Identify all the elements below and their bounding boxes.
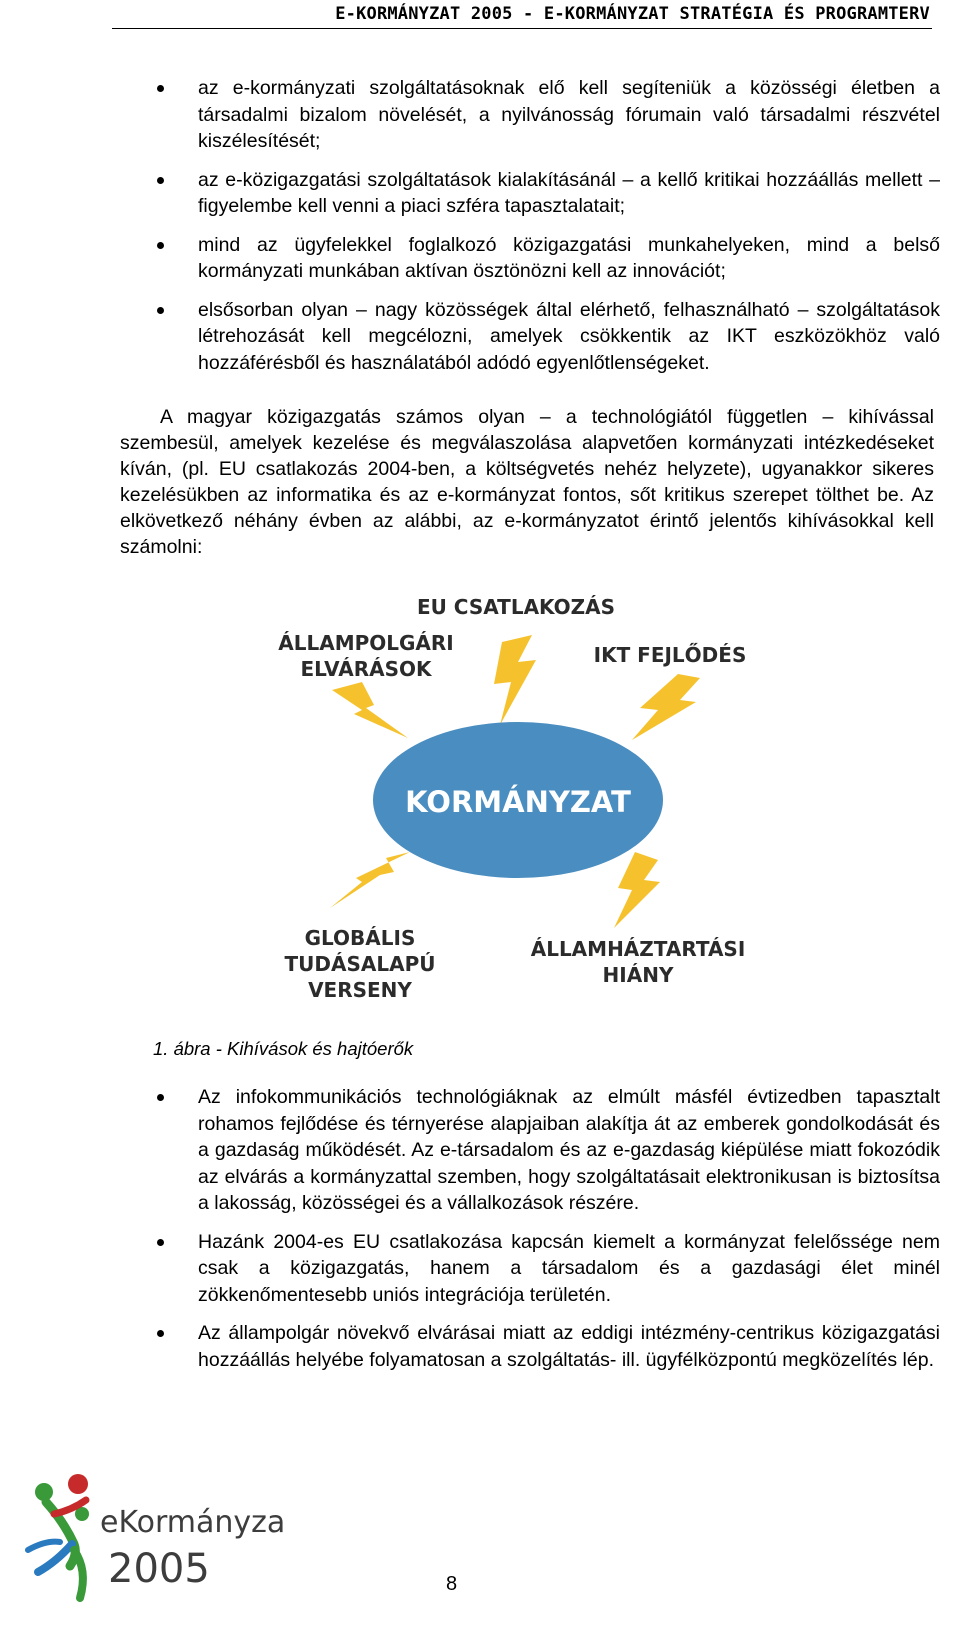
citizen-expectations-label-1: ÁLLAMPOLGÁRI: [278, 631, 454, 655]
global-competition-label-1: GLOBÁLIS: [304, 926, 416, 950]
challenges-diagram: [270, 590, 770, 1010]
ict-development-label: IKT FEJLŐDÉS: [593, 643, 747, 667]
bolt-ikt-icon: [632, 674, 700, 740]
logo-title: eKormányzat: [100, 1505, 286, 1540]
bolt-citizen-icon: [332, 682, 408, 738]
bolt-eu-icon: [494, 635, 536, 725]
logo-year: 2005: [108, 1546, 210, 1592]
page-number: 8: [446, 1573, 458, 1595]
ekormanyzat-logo: [16, 1470, 286, 1620]
list-item: elsősorban olyan – nagy közösségek által elérhető, felhasználható – szolgáltatások létrehozását kell megcélozni, amelyek csökkentik az IKT eszközökhöz való hozzáférésből és használatából adódó egyenlőtlenségeket.: [120, 297, 940, 377]
list-item: mind az ügyfelekkel foglalkozó közigazgatási munkahelyeken, mind a belső kormányzati munkában aktívan ösztönözni kell az innovációt;: [120, 232, 940, 285]
bolt-global-icon: [330, 852, 410, 908]
header-divider: [112, 28, 932, 29]
top-bullet-list: [120, 75, 940, 388]
list-item: Az állampolgár növekvő elvárásai miatt az eddigi intézmény-centrikus közigazgatási hozzáállás helyébe folyamatosan a szolgáltatás- ill. ügyfélközpontú megközelítés lép.: [120, 1320, 940, 1373]
runner-figure-icon: [28, 1474, 89, 1598]
budget-deficit-label-2: HIÁNY: [602, 963, 674, 987]
global-competition-label-3: VERSENY: [308, 978, 412, 1002]
list-item: az e-közigazgatási szolgáltatások kialakításánál – a kellő kritikai hozzáállás mellett – figyelembe kell venni a piaci szféra tapasztalatait;: [120, 167, 940, 220]
bottom-bullet-list: [120, 1084, 940, 1385]
diagram-svg: [270, 590, 770, 1010]
list-item: Hazánk 2004-es EU csatlakozása kapcsán kiemelt a kormányzat felelőssége nem csak a közigazgatás, hanem a társadalom és a gazdasági élet minél zökkenőmentesebb uniós integrációja területén.: [120, 1229, 940, 1309]
logo-svg: [16, 1470, 286, 1620]
government-label: KORMÁNYZAT: [405, 785, 631, 819]
eu-accession-label: EU CSATLAKOZÁS: [416, 595, 616, 619]
body-paragraph: A magyar közigazgatás számos olyan – a technológiától független – kihívással szembesül, amelyek kezelése és megválaszolása alapvetően kormányzati intézkedéseket kíván, (pl. EU csatlakozás 2004-ben, a költségvetés nehéz helyzete), ugyanakkor sikeres kezelésükben az informatika és az e-kormányzat fontos, sőt kritikus szerepet tölthet be. Az elkövetkező néhány évben az alábbi, az e-kormányzatot érintő jelentős kihívásokkal kell számolni:: [120, 406, 934, 558]
figure-caption: 1. ábra - Kihívások és hajtóerők: [153, 1038, 414, 1059]
list-item: Az infokommunikációs technológiáknak az elmúlt másfél évtizedben tapasztalt rohamos fejlődése és térnyerése alapjaiban alakítja át az emberek gondolkodását és a gazdaság működését. Az e-társadalom és az e-gazdaság kiépülése miatt fokozódik az elvárás a kormányzattal szemben, hogy szolgáltatásait elektronikusan is biztosítsa a lakosság, közösségei és a vállalkozások részére.: [120, 1084, 940, 1217]
page-header: E-KORMÁNYZAT 2005 - E-KORMÁNYZAT STRATÉGIA ÉS PROGRAMTERV: [335, 4, 930, 24]
list-item: az e-kormányzati szolgáltatásoknak elő kell segíteniük a közösségi életben a társadalmi bizalom növelését, a nyilvánosság fórumain való társadalmi részvétel kiszélesítését;: [120, 75, 940, 155]
global-competition-label-2: TUDÁSALAPÚ: [284, 952, 436, 976]
bolt-deficit-icon: [614, 852, 660, 928]
budget-deficit-label-1: ÁLLAMHÁZTARTÁSI: [530, 937, 746, 961]
citizen-expectations-label-2: ELVÁRÁSOK: [300, 657, 432, 681]
